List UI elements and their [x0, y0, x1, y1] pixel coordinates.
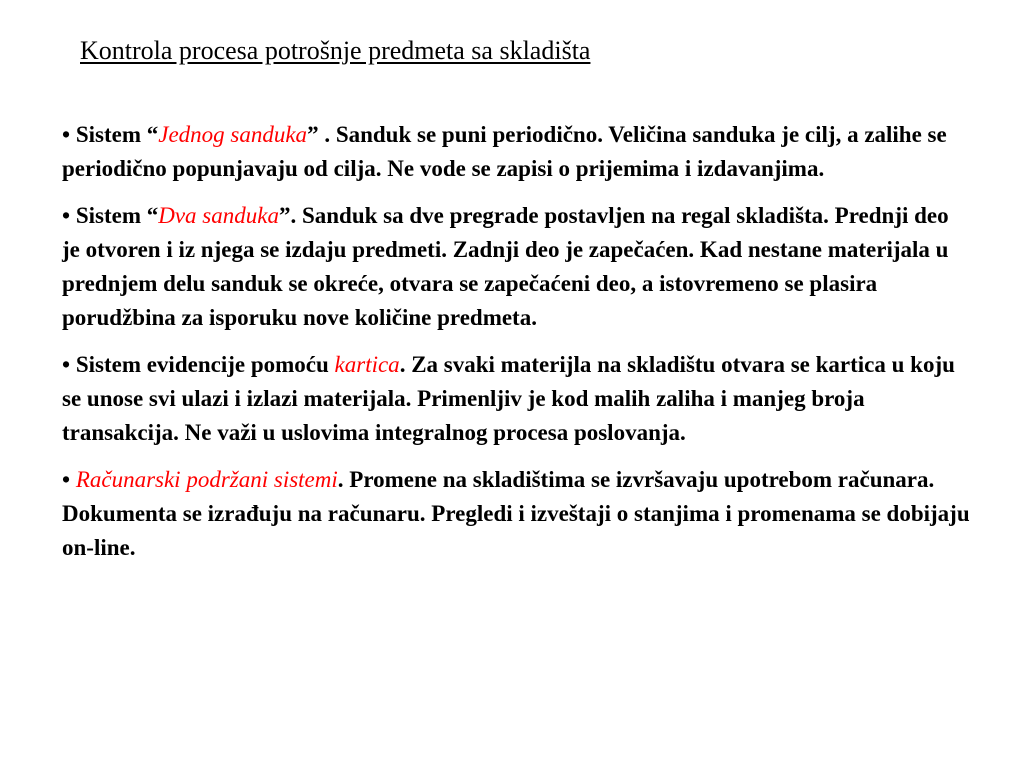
bullet-list — [62, 118, 972, 578]
bullet-item-jednog-sanduka — [62, 118, 972, 186]
bullet-text-post: . Za svaki materijla na skladištu otvara se kartica u koju se unose svi ulazi i izlazi materijala. Primenljiv je kod malih zaliha i manjeg broja transakcija. Ne važi u uslovima integralnog procesa poslovanja. — [62, 352, 955, 445]
bullet-item-kartica — [62, 348, 972, 450]
bullet-text-post: . Promene na skladištima se izvršavaju upotrebom računara. Dokumenta se izrađuju na računaru. Pregledi i izveštaji o stanjima i promenama se dobijaju on-line. — [62, 467, 970, 560]
bullet-text-post: ” . Sanduk se puni periodično. Veličina sanduka je cilj, a zalihe se periodično popunjavaju od cilja. Ne vode se zapisi o prijemima i izdavanjima. — [62, 122, 947, 181]
bullet-marker: • — [62, 467, 71, 492]
bullet-highlight: Jednog sanduka — [158, 122, 308, 147]
bullet-marker: • — [62, 203, 71, 228]
bullet-item-dva-sanduka — [62, 199, 972, 335]
bullet-highlight: kartica — [334, 352, 400, 377]
bullet-text-post: ”. Sanduk sa dve pregrade postavljen na regal skladišta. Prednji deo je otvoren i iz njega se izdaju predmeti. Zadnji deo je zapečaćen. Kad nestane materijala u prednjem delu sanduk se okreće, otvara se zapečaćeni deo, a istovremeno se plasira porudžbina za isporuku nove količine predmeta. — [62, 203, 949, 330]
bullet-marker: • — [62, 352, 71, 377]
bullet-text-pre: Sistem evidencije pomoću — [75, 352, 335, 377]
bullet-highlight: Računarski podržani sistemi — [75, 467, 338, 492]
bullet-text-pre: Sistem “ — [75, 203, 159, 228]
bullet-item-racunarski-sistemi — [62, 463, 972, 565]
bullet-marker: • — [62, 122, 71, 147]
bullet-highlight: Dva sanduka — [158, 203, 279, 228]
slide-title: Kontrola procesa potrošnje predmeta sa skladišta — [80, 36, 591, 65]
bullet-text-pre: Sistem “ — [75, 122, 159, 147]
